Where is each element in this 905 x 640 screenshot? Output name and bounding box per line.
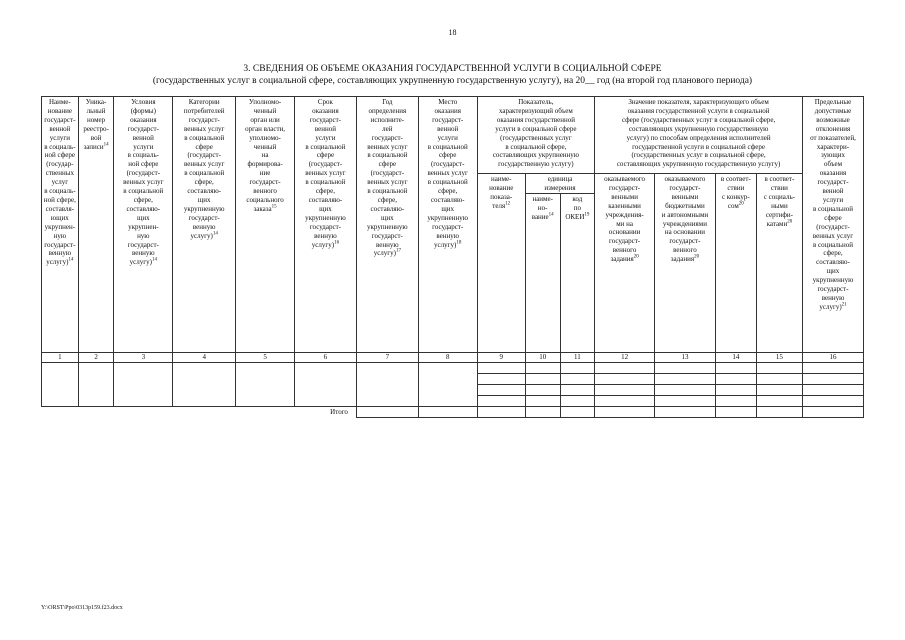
table-cell[interactable] [173, 362, 236, 406]
header-conditions: Условия (формы) оказания государст- венной услуги в социаль- ной сфере (государст- венных услуг в социальной сфере, составляю- щих укрупнен- ную государст- венную услугу)$^{14}$ [114, 97, 173, 353]
column-number: 11 [560, 352, 595, 362]
table-cell[interactable] [655, 406, 716, 417]
table-cell[interactable] [803, 373, 864, 384]
table-cell[interactable] [294, 362, 356, 406]
table-cell[interactable] [114, 362, 173, 406]
table-cell[interactable] [756, 373, 802, 384]
table-cell[interactable] [477, 362, 525, 373]
header-indicator-name: наиме- нование показа- теля$^{12}$ [477, 174, 525, 353]
file-path-footer: Y:\ORST\Ppo\0313p159.f23.docx [41, 605, 123, 611]
header-value-group: Значение показателя, характеризующего объем оказания государственной услуги в социальной сфере (государственных услуг в социальной сфере, составляющих укрупненную государственную услугу) по способам определения исполнителей государственной услуги в социальной сфере (государственных услуг в социальной сфере, составляющих укрупненную государственную услугу) [595, 97, 803, 174]
table-cell[interactable] [756, 406, 802, 417]
header-state-institutions: оказываемого государст- венными казенными учреждения- ми на основании государст- венного задания$^{20}$ [595, 174, 655, 353]
table-cell[interactable] [356, 406, 418, 417]
header-executor-year: Год определения исполните- лей государст- венных услуг в социальной сфере (государст- венных услуг в социальной сфере, составляю- щих укрупненную государст- венную услугу)$^{17}$ [356, 97, 418, 353]
table-cell[interactable] [525, 384, 560, 395]
table-cell[interactable] [560, 362, 595, 373]
table-cell[interactable] [525, 406, 560, 417]
column-number: 7 [356, 352, 418, 362]
column-number: 13 [655, 352, 716, 362]
page-number: 18 [448, 28, 457, 37]
table-cell[interactable] [477, 384, 525, 395]
column-number: 5 [236, 352, 295, 362]
table-cell[interactable] [715, 406, 756, 417]
table-cell[interactable] [477, 395, 525, 406]
header-service-name: Наиме- нование государст- венной услуги в социаль- ной сфере (государ- ственных услуг в социаль- ной сфере, составля- ющих укрупнен- ную государст- венную услугу)$^{14}$ [42, 97, 79, 353]
column-number: 8 [418, 352, 477, 362]
column-number: 12 [595, 352, 655, 362]
table-cell[interactable] [715, 362, 756, 373]
table-cell[interactable] [525, 373, 560, 384]
header-competition: в соответ- ствии с конкур- сом$^{20}$ [715, 174, 756, 353]
column-number: 3 [114, 352, 173, 362]
table-cell[interactable] [803, 406, 864, 417]
table-cell[interactable] [418, 362, 477, 406]
column-number: 16 [803, 352, 864, 362]
table-cell[interactable] [356, 362, 418, 406]
volume-table [41, 96, 864, 418]
header-indicator-group: Показатель, характеризующий объем оказания государственной услуги в социальной сфере (государственных услуг в социальной сфере, составляющих укрупненную государственную услугу) [477, 97, 595, 174]
table-cell[interactable] [42, 362, 79, 406]
table-cell[interactable] [560, 395, 595, 406]
table-cell[interactable] [655, 373, 716, 384]
column-number: 10 [525, 352, 560, 362]
table-cell[interactable] [236, 362, 295, 406]
table-cell[interactable] [477, 373, 525, 384]
column-number: 15 [756, 352, 802, 362]
header-certificates: в соответ- ствии с социаль- ными сертифи- катами$^{20}$ [756, 174, 802, 353]
column-number: 14 [715, 352, 756, 362]
header-budget-institutions: оказываемого государст- венными бюджетными и автономными учреждениями на основании государст- венного задания$^{20}$ [655, 174, 716, 353]
column-number-row [42, 352, 864, 362]
table-cell[interactable] [715, 384, 756, 395]
table-cell[interactable] [595, 395, 655, 406]
section-title: 3. СВЕДЕНИЯ ОБ ОБЪЕМЕ ОКАЗАНИЯ ГОСУДАРСТВЕННОЙ УСЛУГИ В СОЦИАЛЬНОЙ СФЕРЕ [243, 64, 662, 74]
section-subtitle: (государственных услуг в социальной сфере, составляющих укрупненную государственную услугу), на 20__ год (на второй год планового периода) [152, 76, 753, 86]
header-unit-name: наиме- но- вание$^{14}$ [525, 193, 560, 352]
header-service-place: Место оказания государст- венной услуги в социальной сфере (государст- венных услуг в социальной сфере, составляю- щих укрупненную государст- венную услугу)$^{18}$ [418, 97, 477, 353]
table-cell[interactable] [560, 406, 595, 417]
table-cell[interactable] [756, 395, 802, 406]
table-cell[interactable] [756, 362, 802, 373]
table-cell[interactable] [477, 406, 525, 417]
column-number: 1 [42, 352, 79, 362]
table-cell[interactable] [655, 384, 716, 395]
table-cell[interactable] [595, 373, 655, 384]
table-cell[interactable] [418, 406, 477, 417]
header-registry-number: Уника- льный номер реестро- вой записи$^{14}$ [78, 97, 114, 353]
table-row [42, 362, 864, 373]
table-cell[interactable] [525, 362, 560, 373]
total-row [42, 406, 864, 417]
table-cell[interactable] [78, 362, 114, 406]
column-number: 4 [173, 352, 236, 362]
table-cell[interactable] [803, 395, 864, 406]
header-okei-code: код по ОКЕИ$^{19}$ [560, 193, 595, 352]
header-authorized-body: Уполномо- ченный орган или орган власти, уполномо- ченный на формирова- ние государст- венного социального заказа$^{15}$ [236, 97, 295, 353]
table-cell[interactable] [803, 384, 864, 395]
column-number: 2 [78, 352, 114, 362]
total-label: Итого [330, 408, 348, 417]
table-cell[interactable] [595, 384, 655, 395]
table-cell[interactable] [756, 384, 802, 395]
table-cell[interactable] [525, 395, 560, 406]
table-cell[interactable] [655, 362, 716, 373]
table-cell[interactable] [560, 384, 595, 395]
table-cell[interactable] [595, 406, 655, 417]
column-number: 9 [477, 352, 525, 362]
table-cell[interactable] [715, 395, 756, 406]
header-unit-group: единица измерения [525, 174, 594, 194]
table-cell[interactable] [595, 362, 655, 373]
table-cell[interactable] [803, 362, 864, 373]
header-service-term: Срок оказания государст- венной услуги в социальной сфере (государст- венных услуг в социальной сфере, составляю- щих укрупненную государст- венную услугу)$^{16}$ [294, 97, 356, 353]
table-cell[interactable] [655, 395, 716, 406]
table-cell[interactable] [560, 373, 595, 384]
header-deviations: Предельные допустимые возможные отклонения от показателей, характери- зующих объем оказания государст- венной услуги в социальной сфере (государст- венных услуг в социальной сфере, составляю- щих укрупненную государст- венную услугу)$^{21}$ [803, 97, 864, 353]
column-number: 6 [294, 352, 356, 362]
table-cell[interactable] [715, 373, 756, 384]
header-consumer-categories: Категории потребителей государст- венных услуг в социальной сфере (государст- венных услуг в социальной сфере, составляю- щих укрупненную государст- венную услугу)$^{14}$ [173, 97, 236, 353]
